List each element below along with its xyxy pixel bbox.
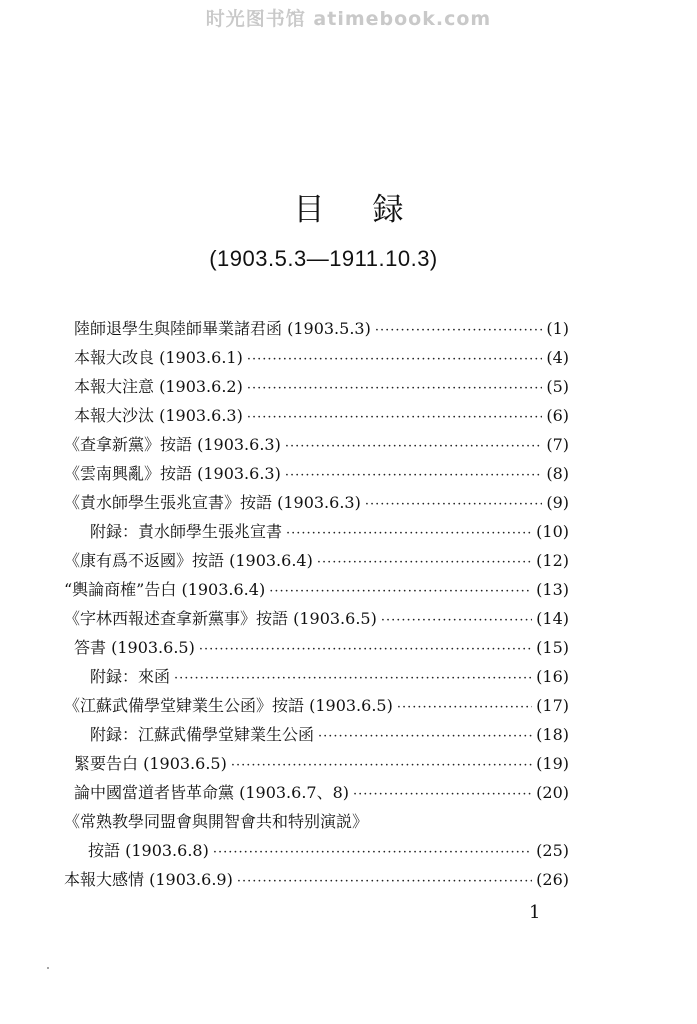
toc-entry-title: 按語 (1903.6.8) (88, 841, 209, 860)
dot-leader (286, 519, 532, 549)
page-number: 1 (529, 902, 541, 923)
toc-entry-title: 答書 (1903.6.5) (74, 638, 195, 657)
toc-entry-page: (12) (536, 551, 569, 570)
toc-entry-page: (5) (546, 377, 569, 396)
toc-entry-page: (4) (546, 348, 569, 367)
toc-entry[interactable] (64, 575, 569, 605)
toc-entry-page: (9) (546, 493, 569, 512)
toc-entry-title: 《雲南興亂》按語 (1903.6.3) (64, 464, 281, 483)
toc-entry[interactable] (64, 488, 569, 518)
toc-entry-title: 附録：江蘇武備學堂肄業生公函 (90, 725, 315, 744)
toc-entry[interactable] (90, 662, 569, 692)
toc-entry[interactable] (74, 314, 569, 344)
toc-entry-page: (17) (536, 696, 569, 715)
toc-entry-page: (10) (536, 522, 569, 541)
page-title (0, 184, 697, 229)
toc-entry-title: 附録：責水師學生張兆宣書 (90, 522, 283, 541)
toc-entry-title: “輿論商榷”告白 (1903.6.4) (64, 580, 266, 599)
toc-entry-page: (18) (536, 725, 569, 744)
dot-leader (199, 635, 532, 665)
dot-leader (247, 403, 543, 433)
dot-leader (397, 693, 532, 723)
dot-leader (285, 432, 543, 462)
toc-entry-page: (15) (536, 638, 569, 657)
toc-entry[interactable] (64, 459, 569, 489)
toc-entry-page: (25) (536, 841, 569, 860)
toc-entry-page: (1) (546, 319, 569, 338)
dot-leader (381, 606, 532, 636)
dot-leader (231, 751, 532, 781)
dot-leader (247, 374, 543, 404)
date-range-subtitle: (1903.5.3—1911.10.3) (209, 246, 438, 271)
toc-entry[interactable] (74, 343, 569, 373)
toc-entry-title: 附録：來函 (90, 667, 171, 686)
watermark: 时光图书馆 atimebook.com (205, 8, 492, 30)
toc-entry[interactable] (90, 517, 569, 547)
toc-entry-page: (20) (536, 783, 569, 802)
toc-entry[interactable] (90, 720, 569, 750)
toc-entry-title: 《常熟教學同盟會與開智會共和特别演説》 (64, 812, 369, 831)
toc-entry-title: 本報大改良 (1903.6.1) (74, 348, 243, 367)
toc-entry-title: 《查拿新黨》按語 (1903.6.3) (64, 435, 281, 454)
dot-leader (318, 722, 532, 752)
toc-entry[interactable] (64, 865, 569, 895)
toc-entry-page: (8) (546, 464, 569, 483)
dot-leader (365, 490, 543, 520)
toc-entry[interactable] (64, 430, 569, 460)
dot-leader (247, 345, 543, 375)
toc-entry[interactable] (74, 372, 569, 402)
toc-entry-title: 本報大注意 (1903.6.2) (74, 377, 243, 396)
dot-leader (269, 577, 532, 607)
toc-entry[interactable] (74, 749, 569, 779)
toc-entry[interactable] (88, 836, 569, 866)
toc-entry[interactable] (64, 807, 569, 837)
toc-entry-page: (6) (546, 406, 569, 425)
toc-entry-page: (26) (536, 870, 569, 889)
toc-entry-title: 陸師退學生與陸師畢業諸君函 (1903.5.3) (74, 319, 371, 338)
toc-entry[interactable] (64, 691, 569, 721)
dot-leader (213, 838, 532, 868)
dot-leader (237, 867, 532, 897)
toc-entry[interactable] (64, 546, 569, 576)
toc-entry-title: 本報大沙汰 (1903.6.3) (74, 406, 243, 425)
dot-leader (174, 664, 532, 694)
toc-entry-page: (16) (536, 667, 569, 686)
scan-speck (47, 967, 49, 969)
dot-leader (353, 780, 532, 810)
toc-entry-title: 論中國當道者皆革命黨 (1903.6.7、8) (74, 783, 350, 802)
toc-entry-title: 《江蘇武備學堂肄業生公函》按語 (1903.6.5) (64, 696, 393, 715)
toc-entry-page: (7) (546, 435, 569, 454)
dot-leader (375, 316, 543, 346)
toc-entry-title: 本報大感情 (1903.6.9) (64, 870, 233, 889)
toc-entry-title: 緊要告白 (1903.6.5) (74, 754, 227, 773)
title-char-mu: 目 (293, 192, 325, 228)
toc-entry[interactable] (74, 778, 569, 808)
title-char-lu: 録 (372, 192, 404, 228)
toc-entry-page: (13) (536, 580, 569, 599)
toc-entry[interactable] (74, 633, 569, 663)
toc-entry[interactable] (64, 604, 569, 634)
toc-entry[interactable] (74, 401, 569, 431)
toc-entry-title: 《責水師學生張兆宣書》按語 (1903.6.3) (64, 493, 361, 512)
toc-entry-title: 《字林西報述查拿新黨事》按語 (1903.6.5) (64, 609, 377, 628)
toc-entry-title: 《康有爲不返國》按語 (1903.6.4) (64, 551, 313, 570)
dot-leader (317, 548, 532, 578)
toc-entry-page: (19) (536, 754, 569, 773)
dot-leader (285, 461, 543, 491)
toc-entry-page: (14) (536, 609, 569, 628)
